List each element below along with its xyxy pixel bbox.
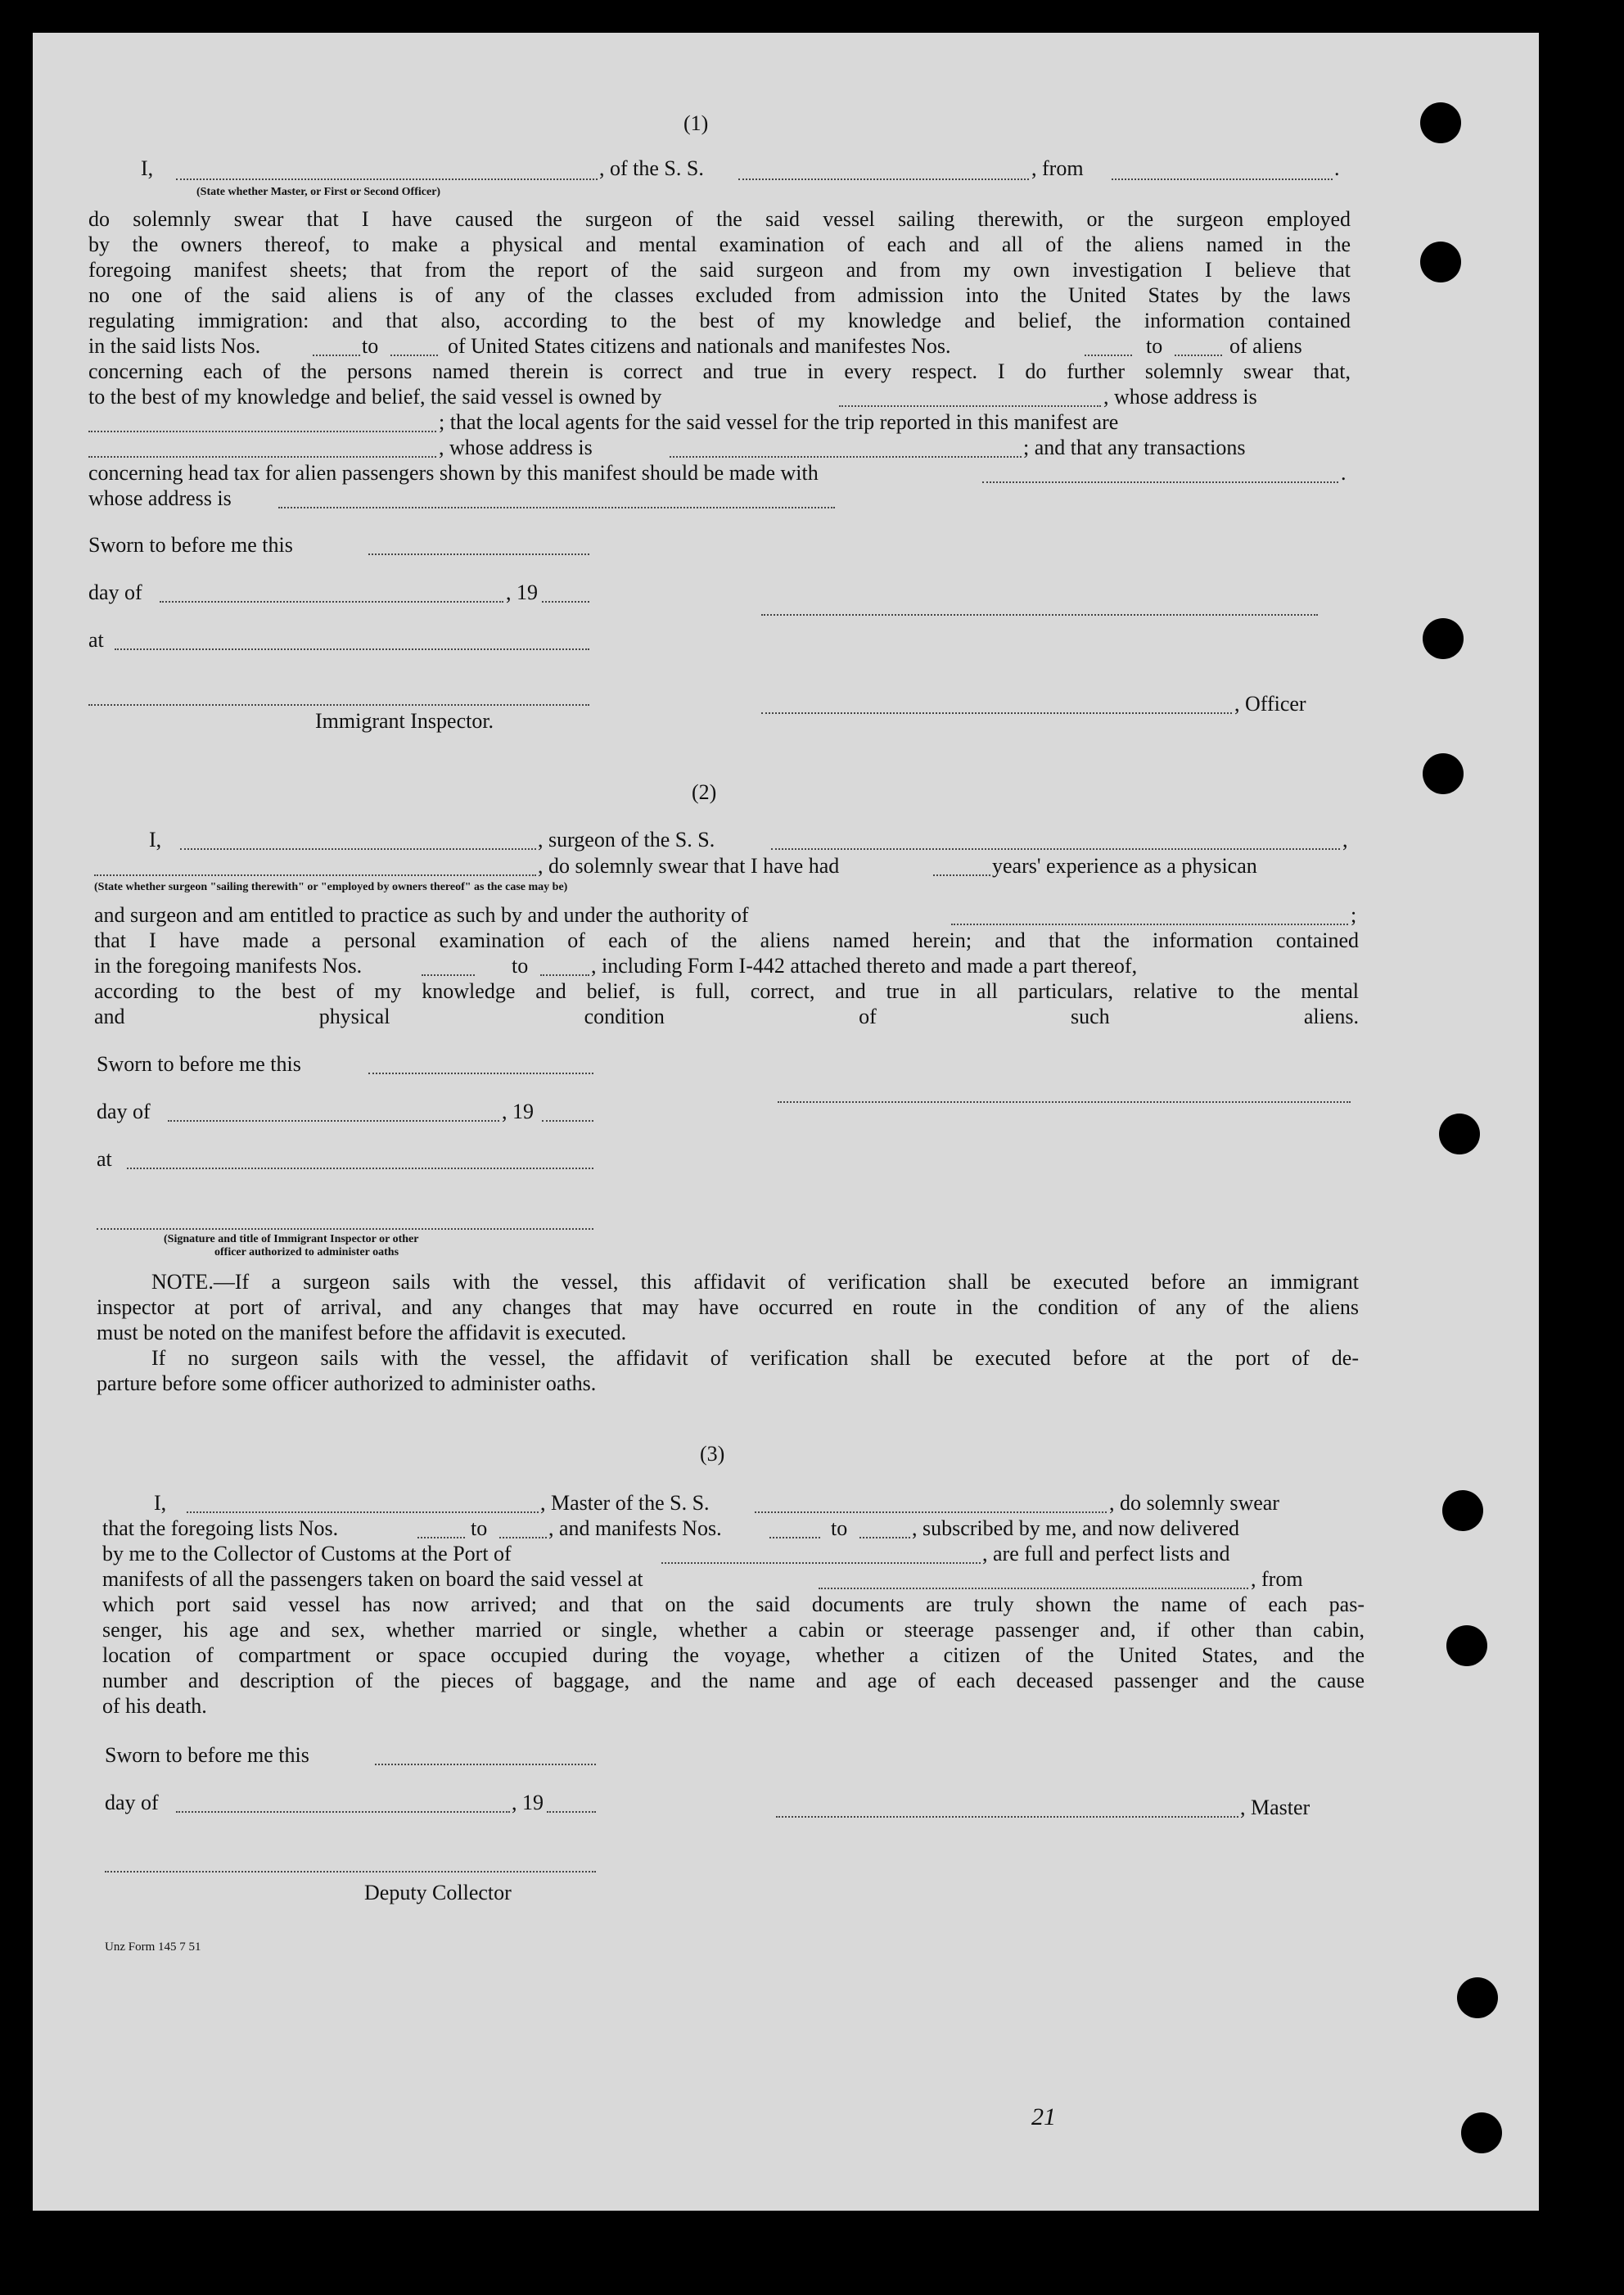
s1-from-label: , from bbox=[1031, 156, 1084, 180]
s3-sworn-blank bbox=[375, 1764, 596, 1765]
s3-taken-a: manifests of all the passengers taken on board the said vessel at bbox=[102, 1567, 643, 1591]
s3-manif-from-blank bbox=[769, 1537, 820, 1538]
s2-sig-note-1: (Signature and title of Immigrant Inspector or other bbox=[164, 1233, 419, 1245]
s1-lists-e: of aliens bbox=[1229, 334, 1302, 358]
punch-hole-4 bbox=[1423, 753, 1464, 794]
s3-port-blank bbox=[661, 1562, 981, 1564]
s3-day-blank bbox=[176, 1811, 510, 1813]
s1-agents-address-blank bbox=[670, 456, 1022, 458]
punch-hole-6 bbox=[1442, 1490, 1483, 1531]
s3-master-label: , Master of the S. S. bbox=[540, 1491, 710, 1515]
s1-nineteen: , 19 bbox=[506, 581, 538, 604]
s1-concerning: concerning each of the persons named therein is correct and true in every respect. I do further solemnly swear that, bbox=[88, 359, 1351, 383]
s1-whose: whose address is bbox=[88, 486, 232, 510]
s2-manif-to-blank bbox=[540, 974, 589, 976]
s2-day-of: day of bbox=[97, 1100, 151, 1123]
s2-sworn-blank bbox=[368, 1073, 593, 1074]
s1-lists-b: to bbox=[362, 334, 379, 358]
s2-swear-b: years' experience as a physican bbox=[992, 854, 1257, 878]
s2-vessel-blank bbox=[771, 848, 1340, 850]
s1-manif-to-blank bbox=[1175, 355, 1222, 356]
s1-lists-d: to bbox=[1146, 334, 1163, 358]
s3-taken-b: , from bbox=[1251, 1567, 1303, 1591]
s1-day-of: day of bbox=[88, 581, 142, 604]
s2-manif-b: to bbox=[512, 954, 529, 978]
s3-lists-b: to bbox=[471, 1516, 488, 1540]
s2-at: at bbox=[97, 1147, 112, 1171]
s2-day-blank bbox=[168, 1120, 499, 1122]
s2-manif-a: in the foregoing manifests Nos. bbox=[94, 954, 363, 978]
s1-lists-to-blank bbox=[390, 355, 438, 356]
punch-hole-9 bbox=[1461, 2112, 1502, 2153]
s2-body-1: according to the best of my knowledge and belief, is full, correct, and true in all particulars, relative to the mental bbox=[94, 979, 1359, 1003]
s1-at: at bbox=[88, 628, 104, 652]
s2-authority-end: ; bbox=[1351, 903, 1357, 927]
s2-sig-note-2: officer authorized to administer oaths bbox=[214, 1246, 399, 1258]
s1-lists-a: in the said lists Nos. bbox=[88, 334, 261, 358]
s1-inspector-blank bbox=[88, 704, 589, 706]
s1-headtax-end: . bbox=[1341, 461, 1347, 485]
s1-headtax-blank bbox=[982, 481, 1338, 483]
s1-sworn: Sworn to before me this bbox=[88, 533, 293, 557]
s1-body-5: regulating immigration: and that also, according to the best of my knowledge and belief, the information contained bbox=[88, 309, 1351, 332]
s1-agents-blank bbox=[88, 456, 436, 458]
s3-master-sign-blank bbox=[776, 1816, 1238, 1818]
s2-surgeon-sign-blank bbox=[778, 1101, 1351, 1103]
s1-lists-c: of United States citizens and nationals and manifestes Nos. bbox=[448, 334, 951, 358]
s3-sworn: Sworn to before me this bbox=[105, 1743, 309, 1767]
s1-inspector: Immigrant Inspector. bbox=[315, 709, 494, 733]
s1-body-1: do solemnly swear that I have caused the surgeon of the said vessel sailing therewith, or the surgeon employed bbox=[88, 207, 1351, 231]
s2-note-5: parture before some officer authorized to administer oaths. bbox=[97, 1371, 597, 1395]
s3-lists-e: , subscribed by me, and now delivered bbox=[912, 1516, 1240, 1540]
s2-ss-label: , surgeon of the S. S. bbox=[538, 828, 715, 852]
s3-lists-d: to bbox=[831, 1516, 848, 1540]
s1-vessel-blank bbox=[738, 178, 1029, 180]
s3-body-4: number and description of the pieces of baggage, and the name and age of each deceased passenger and the cause bbox=[102, 1669, 1365, 1692]
punch-hole-1 bbox=[1420, 102, 1461, 143]
s1-lists-from-blank bbox=[313, 355, 360, 356]
s2-years-blank bbox=[933, 874, 990, 876]
s3-port-b: , are full and perfect lists and bbox=[982, 1542, 1230, 1565]
s1-owned-b: , whose address is bbox=[1103, 385, 1257, 409]
s3-year-blank bbox=[547, 1811, 596, 1813]
s2-surgeon-name-blank bbox=[180, 848, 536, 850]
punch-hole-8 bbox=[1457, 1977, 1498, 2018]
s1-from-period: . bbox=[1334, 156, 1340, 180]
s2-inspector-sign-blank bbox=[97, 1228, 593, 1230]
s3-swear-label: , do solemnly swear bbox=[1109, 1491, 1279, 1515]
s3-port-a: by me to the Collector of Customs at the Port of bbox=[102, 1542, 512, 1565]
form-number: Unz Form 145 7 51 bbox=[105, 1940, 201, 1954]
s1-agents: ; that the local agents for the said vessel for the trip reported in this manifest are bbox=[439, 410, 1119, 434]
s3-lists-a: that the foregoing lists Nos. bbox=[102, 1516, 339, 1540]
s2-note-2: inspector at port of arrival, and any changes that may have occurred en route in the condition of any of the aliens bbox=[97, 1295, 1359, 1319]
s1-sworn-blank bbox=[368, 553, 589, 555]
s3-deputy: Deputy Collector bbox=[364, 1881, 512, 1904]
form-page bbox=[33, 33, 1539, 2211]
s1-owned-a: to the best of my knowledge and belief, the said vessel is owned by bbox=[88, 385, 662, 409]
s2-note-3: must be noted on the manifest before the affidavit is executed. bbox=[97, 1321, 627, 1344]
s1-at-blank bbox=[115, 648, 589, 650]
s2-manif-from-blank bbox=[422, 974, 475, 976]
s1-ss-label: , of the S. S. bbox=[599, 156, 704, 180]
s1-owner-address-blank bbox=[88, 431, 436, 432]
s2-note-4: If no surgeon sails with the vessel, the affidavit of verification shall be executed before at the port of de- bbox=[151, 1346, 1359, 1370]
s2-manif-c: , including Form I-442 attached thereto and made a part thereof, bbox=[591, 954, 1138, 978]
s1-owner-blank bbox=[839, 405, 1101, 407]
s2-authority: and surgeon and am entitled to practice as such by and under the authority of bbox=[94, 903, 749, 927]
s1-headtax: concerning head tax for alien passengers shown by this manifest should be made with bbox=[88, 461, 819, 485]
section-2-heading: (2) bbox=[692, 780, 717, 804]
punch-hole-3 bbox=[1423, 618, 1464, 659]
s1-address-b: ; and that any transactions bbox=[1023, 436, 1246, 459]
s3-lists-to-blank bbox=[499, 1537, 547, 1538]
s2-comma: , bbox=[1342, 828, 1348, 852]
s1-body-4: no one of the said aliens is of any of the classes excluded from admission into the United States by the laws bbox=[88, 283, 1351, 307]
s3-master-name-blank bbox=[187, 1511, 539, 1513]
s2-status-blank bbox=[94, 874, 536, 876]
s1-body-2: by the owners thereof, to make a physical and mental examination of each and all of the aliens named in the bbox=[88, 233, 1351, 256]
s1-body-3: foregoing manifest sheets; that from the report of the said surgeon and from my own investigation I believe that bbox=[88, 258, 1351, 282]
s3-day-of: day of bbox=[105, 1791, 159, 1814]
punch-hole-2 bbox=[1420, 242, 1461, 282]
s1-i-label: I, bbox=[141, 156, 154, 180]
s3-body-3: location of compartment or space occupied during the voyage, whether a citizen of the United States, and the bbox=[102, 1643, 1365, 1667]
s3-i-label: I, bbox=[154, 1491, 167, 1515]
s1-manif-from-blank bbox=[1085, 355, 1132, 356]
s3-lists-from-blank bbox=[417, 1537, 465, 1538]
section-1-heading: (1) bbox=[683, 111, 709, 135]
s1-officer-name-blank bbox=[176, 178, 598, 180]
section-3-heading: (3) bbox=[700, 1442, 725, 1466]
s2-body-2: and physical condition of such aliens. bbox=[94, 1005, 1359, 1028]
s3-body-2: senger, his age and sex, whether married or single, whether a cabin or steerage passenger and, if other than cabin, bbox=[102, 1618, 1365, 1642]
s3-master: , Master bbox=[1240, 1796, 1310, 1819]
s2-year-blank bbox=[542, 1120, 593, 1122]
s1-day-blank bbox=[160, 601, 503, 603]
punch-hole-5 bbox=[1439, 1114, 1480, 1154]
s3-body-5: of his death. bbox=[102, 1694, 207, 1718]
s3-manif-to-blank bbox=[859, 1537, 910, 1538]
s3-vessel-blank bbox=[755, 1511, 1107, 1513]
s1-officer: , Officer bbox=[1234, 692, 1306, 716]
s1-from-blank bbox=[1112, 178, 1333, 180]
s1-headtax-address-blank bbox=[278, 507, 835, 508]
s2-sworn: Sworn to before me this bbox=[97, 1052, 301, 1076]
s3-body-1: which port said vessel has now arrived; and that on the said documents are truly shown the name of each pas- bbox=[102, 1592, 1365, 1616]
s1-year-blank bbox=[542, 601, 589, 603]
s1-address-a: , whose address is bbox=[439, 436, 593, 459]
s2-i-label: I, bbox=[149, 828, 162, 852]
s3-taken-blank bbox=[819, 1588, 1248, 1589]
s2-at-blank bbox=[127, 1168, 593, 1169]
s1-officer-sign-blank-top bbox=[761, 614, 1318, 616]
s2-nineteen: , 19 bbox=[502, 1100, 534, 1123]
s3-deputy-blank bbox=[105, 1871, 596, 1873]
s2-status-note: (State whether surgeon "sailing therewith" or "employed by owners thereof" as the case may be) bbox=[94, 881, 568, 893]
s2-authority-blank bbox=[951, 924, 1348, 925]
s2-exam: that I have made a personal examination of each of the aliens named herein; and that the information contained bbox=[94, 928, 1359, 952]
handwritten-mark: 21 bbox=[1031, 2103, 1056, 2130]
punch-hole-7 bbox=[1446, 1625, 1487, 1666]
s1-officer-note: (State whether Master, or First or Second Officer) bbox=[196, 186, 441, 198]
s2-note-1: NOTE.—If a surgeon sails with the vessel, this affidavit of verification shall be executed before an immigrant bbox=[151, 1270, 1359, 1294]
s3-nineteen: , 19 bbox=[512, 1791, 544, 1814]
s3-lists-c: , and manifests Nos. bbox=[548, 1516, 722, 1540]
s2-swear-a: , do solemnly swear that I have had bbox=[538, 854, 840, 878]
s1-officer-sign-blank bbox=[761, 712, 1232, 714]
